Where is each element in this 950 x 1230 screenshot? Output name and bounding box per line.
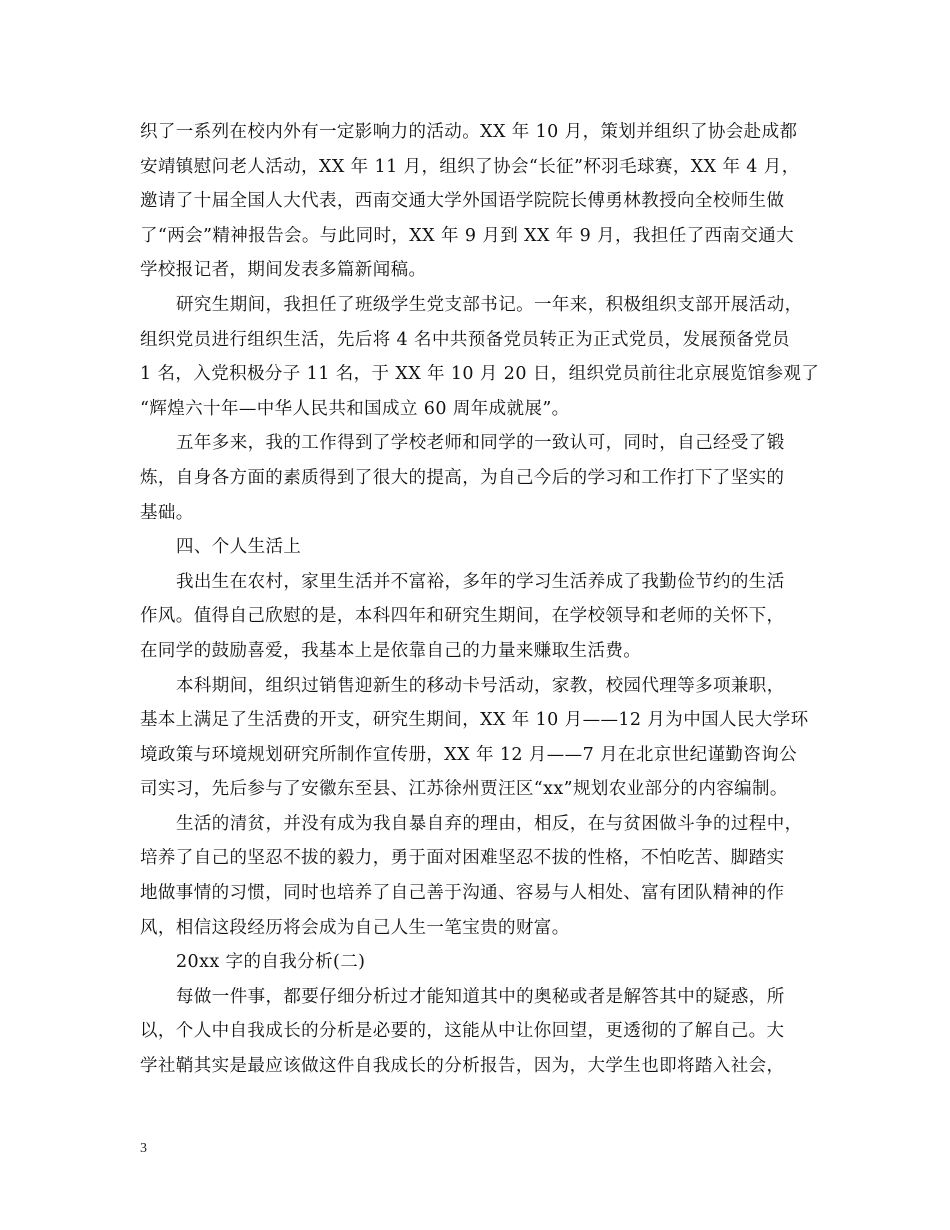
paragraph-first-line: 本科期间，组织过销售迎新生的移动卡号活动，家教，校园代理等多项兼职， bbox=[176, 675, 785, 696]
text-line: 了“两会”精神报告会。与此同时，XX 年 9 月到 XX 年 9 月，我担任了西南交通大 bbox=[140, 225, 795, 246]
text-line: 学社鞘其实是最应该做这件自我成长的分析报告，因为，大学生也即将踏入社会， bbox=[140, 1056, 785, 1077]
paragraph-first-line: 研究生期间，我担任了班级学生党支部书记。一年来，积极组织支部开展活动， bbox=[176, 294, 803, 315]
text-line: 司实习，先后参与了安徽东至县、江苏徐州贾汪区“xx”规划农业部分的内容编制。 bbox=[140, 779, 788, 800]
paragraph-first-line: 五年多来，我的工作得到了学校老师和同学的一致认可，同时，自己经受了锻 bbox=[176, 433, 785, 454]
section-heading: 20xx 字的自我分析(二) bbox=[176, 952, 366, 973]
text-line: 风，相信这段经历将会成为自己人生一笔宝贵的财富。 bbox=[140, 917, 570, 938]
text-line: 安靖镇慰问老人活动，XX 年 11 月，组织了协会“长征”杯羽毛球赛，XX 年 4 月， bbox=[140, 156, 800, 177]
text-line: 学校报记者，期间发表多篇新闻稿。 bbox=[140, 260, 427, 281]
page-number: 3 bbox=[140, 1141, 147, 1156]
paragraph-first-line: 每做一件事，都要仔细分析过才能知道其中的奥秘或者是解答其中的疑惑，所 bbox=[176, 986, 785, 1007]
text-line: 以，个人中自我成长的分析是必要的，这能从中让你回望，更透彻的了解自己。大 bbox=[140, 1021, 785, 1042]
paragraph-first-line: 我出生在农村，家里生活并不富裕，多年的学习生活养成了我勤俭节约的生活 bbox=[176, 571, 785, 592]
text-line: 地做事情的习惯，同时也培养了自己善于沟通、容易与人相处、富有团队精神的作 bbox=[140, 883, 785, 904]
document-body bbox=[140, 115, 820, 1084]
section-heading: 四、个人生活上 bbox=[176, 537, 302, 558]
text-line: 邀请了十届全国人大代表，西南交通大学外国语学院院长傅勇林教授向全校师生做 bbox=[140, 191, 785, 212]
text-line: 组织党员进行组织生活，先后将 4 名中共预备党员转正为正式党员，发展预备党员 bbox=[140, 329, 790, 350]
text-line: 培养了自己的坚忍不拔的毅力，勇于面对困难坚忍不拔的性格，不怕吃苦、脚踏实 bbox=[140, 848, 785, 869]
text-line: 作风。值得自己欣慰的是，本科四年和研究生期间，在学校领导和老师的关怀下， bbox=[140, 606, 785, 627]
text-line: “辉煌六十年—中华人民共和国成立 60 周年成就展”。 bbox=[140, 398, 570, 419]
text-line: 基础。 bbox=[140, 502, 194, 523]
text-line: 在同学的鼓励喜爱，我基本上是依靠自己的力量来赚取生活费。 bbox=[140, 640, 642, 661]
paragraph-first-line: 生活的清贫，并没有成为我自暴自弃的理由，相反，在与贫困做斗争的过程中， bbox=[176, 813, 803, 834]
text-line: 织了一系列在校内外有一定影响力的活动。XX 年 10 月，策划并组织了协会赴成都 bbox=[140, 122, 798, 142]
text-line: 炼，自身各方面的素质得到了很大的提高，为自己今后的学习和工作打下了坚实的 bbox=[140, 467, 785, 488]
text-line: 境政策与环境规划研究所制作宣传册，XX 年 12 月——7 月在北京世纪谨勤咨询公 bbox=[140, 744, 797, 765]
text-line: 基本上满足了生活费的开支，研究生期间，XX 年 10 月——12 月为中国人民大学环 bbox=[140, 710, 809, 731]
text-line: 1 名，入党积极分子 11 名，于 XX 年 10 月 20 日，组织党员前往北京展览馆参观了 bbox=[140, 364, 820, 385]
